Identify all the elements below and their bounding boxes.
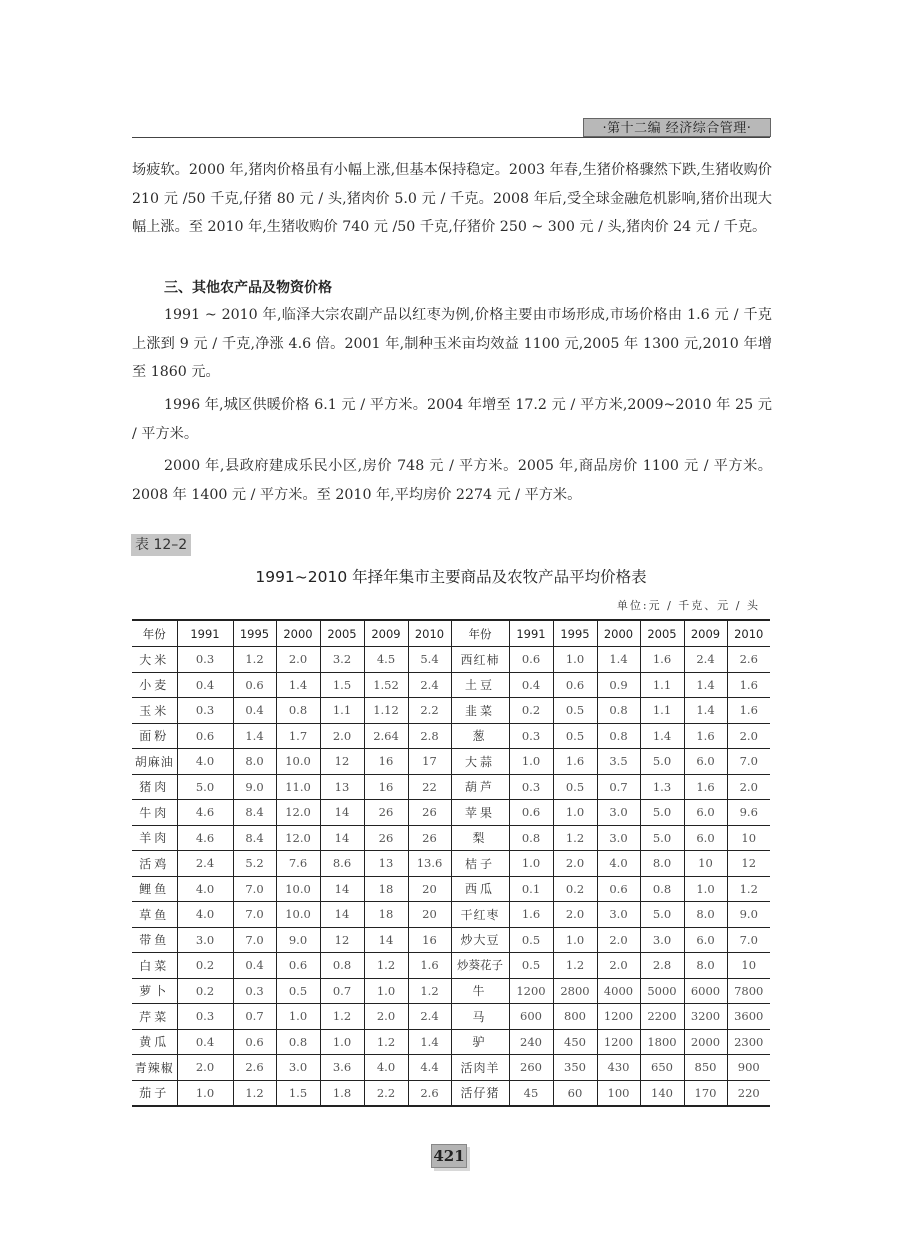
price-cell: 7800: [727, 978, 770, 1004]
price-cell: 3.6: [320, 1055, 364, 1081]
column-header-item: 年份: [132, 620, 177, 647]
price-cell: 6.0: [684, 800, 727, 826]
price-cell: 20: [408, 876, 451, 902]
price-cell: 2.0: [727, 723, 770, 749]
column-header-year: 1995: [233, 620, 276, 647]
price-cell: 6.0: [684, 825, 727, 851]
price-cell: 220: [727, 1080, 770, 1106]
price-cell: 6.0: [684, 749, 727, 775]
price-cell: 5.4: [408, 647, 451, 673]
table-row: [132, 698, 770, 724]
item-name-cell: 大米: [132, 647, 177, 673]
price-cell: 1.2: [364, 953, 408, 979]
column-header-item: 年份: [451, 620, 509, 647]
item-name-cell: 小麦: [132, 672, 177, 698]
price-cell: 2.64: [364, 723, 408, 749]
price-cell: 8.6: [320, 851, 364, 877]
item-name-cell: 大蒜: [451, 749, 509, 775]
column-header-year: 2009: [364, 620, 408, 647]
item-name-cell: 青辣椒: [132, 1055, 177, 1081]
price-cell: 8.0: [684, 902, 727, 928]
price-cell: 1.0: [684, 876, 727, 902]
header-divider: [132, 137, 770, 138]
price-cell: 1.4: [640, 723, 684, 749]
price-cell: 16: [408, 927, 451, 953]
price-cell: 1.2: [320, 1004, 364, 1030]
price-cell: 8.0: [640, 851, 684, 877]
price-cell: 2.0: [553, 902, 597, 928]
price-cell: 1.0: [364, 978, 408, 1004]
price-cell: 1.4: [684, 672, 727, 698]
item-name-cell: 鲤鱼: [132, 876, 177, 902]
price-cell: 0.8: [276, 1029, 320, 1055]
price-cell: 0.6: [509, 647, 553, 673]
table-row: [132, 953, 770, 979]
item-name-cell: 羊肉: [132, 825, 177, 851]
price-cell: 3200: [684, 1004, 727, 1030]
price-cell: 18: [364, 876, 408, 902]
price-cell: 16: [364, 774, 408, 800]
price-cell: 430: [597, 1055, 640, 1081]
price-cell: 0.3: [509, 723, 553, 749]
item-name-cell: 牛肉: [132, 800, 177, 826]
item-name-cell: 活鸡: [132, 851, 177, 877]
item-name-cell: 牛: [451, 978, 509, 1004]
price-cell: 1.8: [320, 1080, 364, 1106]
item-name-cell: 梨: [451, 825, 509, 851]
price-cell: 14: [320, 902, 364, 928]
price-cell: 0.8: [597, 723, 640, 749]
price-cell: 0.3: [177, 698, 233, 724]
price-cell: 0.7: [597, 774, 640, 800]
price-cell: 1.4: [233, 723, 276, 749]
price-cell: 10.0: [276, 749, 320, 775]
price-cell: 5.0: [640, 825, 684, 851]
price-cell: 7.0: [233, 876, 276, 902]
price-cell: 5.0: [640, 902, 684, 928]
price-cell: 0.6: [233, 672, 276, 698]
price-cell: 1.6: [727, 698, 770, 724]
price-cell: 4.6: [177, 825, 233, 851]
price-cell: 350: [553, 1055, 597, 1081]
table-row: [132, 1080, 770, 1106]
price-cell: 2.0: [364, 1004, 408, 1030]
price-cell: 0.5: [509, 953, 553, 979]
price-cell: 5.0: [640, 749, 684, 775]
price-cell: 0.5: [553, 774, 597, 800]
price-cell: 0.6: [509, 800, 553, 826]
price-cell: 8.0: [233, 749, 276, 775]
price-cell: 13.6: [408, 851, 451, 877]
table-row: [132, 800, 770, 826]
table-row: [132, 825, 770, 851]
price-cell: 3.0: [640, 927, 684, 953]
price-cell: 2200: [640, 1004, 684, 1030]
price-cell: 1.0: [553, 800, 597, 826]
price-cell: 20: [408, 902, 451, 928]
table-row: [132, 749, 770, 775]
price-cell: 7.0: [233, 927, 276, 953]
paragraph-housing-prices: 2000 年,县政府建成乐民小区,房价 748 元 / 平方米。2005 年,商品房价 1100 元 / 平方米。2008 年 1400 元 / 平方米。至 2010 年,平均房价 2274 元 / 平方米。: [132, 458, 772, 503]
price-cell: 0.3: [509, 774, 553, 800]
price-cell: 0.4: [177, 1029, 233, 1055]
price-cell: 1.6: [684, 774, 727, 800]
price-cell: 26: [364, 825, 408, 851]
column-header-year: 2009: [684, 620, 727, 647]
price-cell: 4.4: [408, 1055, 451, 1081]
price-cell: 13: [320, 774, 364, 800]
price-cell: 4.0: [177, 749, 233, 775]
price-cell: 5.0: [177, 774, 233, 800]
table-row: [132, 978, 770, 1004]
price-cell: 0.8: [509, 825, 553, 851]
table-row: [132, 1004, 770, 1030]
price-table: [132, 619, 770, 1107]
price-cell: 0.2: [177, 978, 233, 1004]
table-row: [132, 902, 770, 928]
price-cell: 1.6: [727, 672, 770, 698]
price-cell: 26: [408, 800, 451, 826]
price-cell: 1.2: [553, 953, 597, 979]
column-header-year: 1991: [177, 620, 233, 647]
price-cell: 1.5: [320, 672, 364, 698]
price-cell: 4.6: [177, 800, 233, 826]
price-cell: 10: [727, 825, 770, 851]
price-cell: 3600: [727, 1004, 770, 1030]
table-number-tag: 表 12–2: [131, 534, 191, 556]
price-cell: 3.5: [597, 749, 640, 775]
price-cell: 1.2: [553, 825, 597, 851]
price-cell: 4.0: [364, 1055, 408, 1081]
price-cell: 4.0: [177, 876, 233, 902]
price-cell: 1.0: [509, 749, 553, 775]
price-cell: 2.2: [408, 698, 451, 724]
price-cell: 1.0: [509, 851, 553, 877]
price-cell: 2.6: [408, 1080, 451, 1106]
price-cell: 4.5: [364, 647, 408, 673]
price-cell: 1.2: [408, 978, 451, 1004]
table-row: [132, 1029, 770, 1055]
item-name-cell: 炒大豆: [451, 927, 509, 953]
price-cell: 100: [597, 1080, 640, 1106]
column-header-year: 1991: [509, 620, 553, 647]
item-name-cell: 驴: [451, 1029, 509, 1055]
price-cell: 2.2: [364, 1080, 408, 1106]
price-cell: 0.5: [509, 927, 553, 953]
price-cell: 240: [509, 1029, 553, 1055]
table-row: [132, 876, 770, 902]
price-cell: 0.4: [233, 698, 276, 724]
price-cell: 0.5: [276, 978, 320, 1004]
price-cell: 1.6: [684, 723, 727, 749]
paragraph-pork-prices: 场疲软。2000 年,猪肉价格虽有小幅上涨,但基本保持稳定。2003 年春,生猪价格骤然下跌,生猪收购价 210 元 /50 千克,仔猪 80 元 / 头,猪肉价 5.0 元 / 千克。2008 年后,受全球金融危机影响,猪价出现大幅上涨。至 2010 年,生猪收购价 740 元 /50 千克,仔猪价 250 ~ 300 元 / 头,猪肉价 24 元 / 千克。: [132, 162, 772, 236]
price-cell: 9.0: [727, 902, 770, 928]
price-cell: 3.0: [177, 927, 233, 953]
price-cell: 8.4: [233, 825, 276, 851]
price-cell: 2.4: [684, 647, 727, 673]
column-header-year: 2000: [276, 620, 320, 647]
page-number: 421: [431, 1144, 467, 1168]
price-cell: 2.8: [408, 723, 451, 749]
price-cell: 60: [553, 1080, 597, 1106]
price-cell: 0.2: [509, 698, 553, 724]
item-name-cell: 玉米: [132, 698, 177, 724]
price-cell: 1.0: [177, 1080, 233, 1106]
price-cell: 7.6: [276, 851, 320, 877]
price-cell: 650: [640, 1055, 684, 1081]
price-cell: 450: [553, 1029, 597, 1055]
price-cell: 0.3: [233, 978, 276, 1004]
table-row: [132, 647, 770, 673]
price-cell: 1.0: [320, 1029, 364, 1055]
price-cell: 1.2: [727, 876, 770, 902]
price-cell: 1.6: [509, 902, 553, 928]
price-cell: 14: [320, 876, 364, 902]
item-name-cell: 葱: [451, 723, 509, 749]
price-cell: 3.0: [597, 902, 640, 928]
price-cell: 3.0: [597, 800, 640, 826]
section-header-tag: ·第十二编 经济综合管理·: [583, 118, 771, 137]
price-cell: 12.0: [276, 825, 320, 851]
price-cell: 13: [364, 851, 408, 877]
price-cell: 1.1: [640, 672, 684, 698]
price-cell: 850: [684, 1055, 727, 1081]
price-cell: 2.0: [276, 647, 320, 673]
price-cell: 0.5: [553, 698, 597, 724]
price-cell: 0.8: [320, 953, 364, 979]
section-heading: 三、其他农产品及物资价格: [164, 280, 332, 296]
price-cell: 0.6: [597, 876, 640, 902]
price-cell: 2.4: [408, 672, 451, 698]
item-name-cell: 萝卜: [132, 978, 177, 1004]
price-cell: 1.3: [640, 774, 684, 800]
price-cell: 2.0: [320, 723, 364, 749]
price-cell: 7.0: [727, 927, 770, 953]
price-cell: 1.7: [276, 723, 320, 749]
table-title: 1991~2010 年择年集市主要商品及农牧产品平均价格表: [255, 568, 647, 586]
price-cell: 2800: [553, 978, 597, 1004]
price-cell: 2.4: [408, 1004, 451, 1030]
price-cell: 600: [509, 1004, 553, 1030]
table-header-row: [132, 620, 770, 647]
price-cell: 9.0: [233, 774, 276, 800]
price-cell: 2.0: [597, 927, 640, 953]
table-row: [132, 672, 770, 698]
price-cell: 900: [727, 1055, 770, 1081]
column-header-year: 1995: [553, 620, 597, 647]
price-cell: 2.4: [177, 851, 233, 877]
price-cell: 1.6: [553, 749, 597, 775]
table-row: [132, 774, 770, 800]
price-cell: 10: [684, 851, 727, 877]
column-header-year: 2010: [727, 620, 770, 647]
price-cell: 8.0: [684, 953, 727, 979]
price-cell: 1.6: [640, 647, 684, 673]
price-cell: 12: [320, 749, 364, 775]
price-cell: 2.8: [640, 953, 684, 979]
price-cell: 1200: [597, 1029, 640, 1055]
price-cell: 7.0: [233, 902, 276, 928]
item-name-cell: 草鱼: [132, 902, 177, 928]
column-header-year: 2000: [597, 620, 640, 647]
item-name-cell: 胡麻油: [132, 749, 177, 775]
item-name-cell: 猪肉: [132, 774, 177, 800]
price-cell: 0.8: [597, 698, 640, 724]
price-cell: 1800: [640, 1029, 684, 1055]
price-cell: 170: [684, 1080, 727, 1106]
price-cell: 5.2: [233, 851, 276, 877]
price-cell: 1.0: [553, 647, 597, 673]
item-name-cell: 土豆: [451, 672, 509, 698]
price-cell: 2.0: [727, 774, 770, 800]
price-cell: 26: [408, 825, 451, 851]
price-cell: 10.0: [276, 902, 320, 928]
price-cell: 6.0: [684, 927, 727, 953]
price-cell: 0.9: [597, 672, 640, 698]
price-cell: 0.6: [233, 1029, 276, 1055]
paragraph-jujube-prices: 1991 ~ 2010 年,临泽大宗农副产品以红枣为例,价格主要由市场形成,市场价格由 1.6 元 / 千克上涨到 9 元 / 千克,净涨 4.6 倍。2001 年,制种玉米亩均效益 1100 元,2005 年 1300 元,2010 年增至 1860 元。: [132, 307, 772, 381]
price-cell: 1.0: [276, 1004, 320, 1030]
price-cell: 0.5: [553, 723, 597, 749]
price-cell: 0.1: [509, 876, 553, 902]
price-cell: 3.2: [320, 647, 364, 673]
price-cell: 1.52: [364, 672, 408, 698]
item-name-cell: 面粉: [132, 723, 177, 749]
price-cell: 1.4: [408, 1029, 451, 1055]
price-cell: 1200: [597, 1004, 640, 1030]
price-cell: 12: [727, 851, 770, 877]
price-cell: 5000: [640, 978, 684, 1004]
price-cell: 3.0: [597, 825, 640, 851]
price-cell: 0.6: [553, 672, 597, 698]
price-cell: 1.12: [364, 698, 408, 724]
price-cell: 2000: [684, 1029, 727, 1055]
price-cell: 0.3: [177, 1004, 233, 1030]
price-cell: 9.0: [276, 927, 320, 953]
table-unit-label: 单位:元 / 千克、元 / 头: [616, 599, 760, 612]
price-cell: 3.0: [276, 1055, 320, 1081]
price-cell: 1.4: [276, 672, 320, 698]
price-cell: 4.0: [597, 851, 640, 877]
item-name-cell: 芹菜: [132, 1004, 177, 1030]
price-cell: 22: [408, 774, 451, 800]
price-cell: 800: [553, 1004, 597, 1030]
price-cell: 2.0: [553, 851, 597, 877]
price-cell: 1.5: [276, 1080, 320, 1106]
item-name-cell: 活肉羊: [451, 1055, 509, 1081]
price-cell: 2300: [727, 1029, 770, 1055]
column-header-year: 2005: [640, 620, 684, 647]
table-row: [132, 1055, 770, 1081]
price-cell: 140: [640, 1080, 684, 1106]
price-cell: 1.4: [684, 698, 727, 724]
price-cell: 14: [320, 825, 364, 851]
price-cell: 2.0: [177, 1055, 233, 1081]
price-cell: 12: [320, 927, 364, 953]
price-cell: 2.6: [233, 1055, 276, 1081]
price-cell: 1.1: [320, 698, 364, 724]
price-cell: 0.4: [233, 953, 276, 979]
price-cell: 11.0: [276, 774, 320, 800]
price-cell: 1.1: [640, 698, 684, 724]
price-cell: 18: [364, 902, 408, 928]
price-cell: 0.3: [177, 647, 233, 673]
item-name-cell: 白菜: [132, 953, 177, 979]
item-name-cell: 西红柿: [451, 647, 509, 673]
price-cell: 0.8: [640, 876, 684, 902]
price-cell: 0.2: [177, 953, 233, 979]
item-name-cell: 活仔猪: [451, 1080, 509, 1106]
column-header-year: 2010: [408, 620, 451, 647]
column-header-year: 2005: [320, 620, 364, 647]
price-cell: 1.0: [553, 927, 597, 953]
price-cell: 4000: [597, 978, 640, 1004]
table-row: [132, 851, 770, 877]
item-name-cell: 黄瓜: [132, 1029, 177, 1055]
price-cell: 1200: [509, 978, 553, 1004]
price-cell: 16: [364, 749, 408, 775]
price-cell: 0.4: [177, 672, 233, 698]
item-name-cell: 马: [451, 1004, 509, 1030]
table-row: [132, 927, 770, 953]
item-name-cell: 干红枣: [451, 902, 509, 928]
price-cell: 4.0: [177, 902, 233, 928]
price-cell: 14: [320, 800, 364, 826]
price-cell: 1.2: [233, 1080, 276, 1106]
price-cell: 2.6: [727, 647, 770, 673]
price-cell: 0.4: [509, 672, 553, 698]
item-name-cell: 葫芦: [451, 774, 509, 800]
price-cell: 0.7: [320, 978, 364, 1004]
price-cell: 2.0: [597, 953, 640, 979]
price-cell: 0.8: [276, 698, 320, 724]
item-name-cell: 桔子: [451, 851, 509, 877]
table-row: [132, 723, 770, 749]
item-name-cell: 西瓜: [451, 876, 509, 902]
price-cell: 6000: [684, 978, 727, 1004]
price-cell: 1.4: [597, 647, 640, 673]
price-cell: 9.6: [727, 800, 770, 826]
price-cell: 45: [509, 1080, 553, 1106]
item-name-cell: 茄子: [132, 1080, 177, 1106]
price-cell: 0.7: [233, 1004, 276, 1030]
price-cell: 260: [509, 1055, 553, 1081]
price-cell: 14: [364, 927, 408, 953]
price-cell: 17: [408, 749, 451, 775]
paragraph-heating-prices: 1996 年,城区供暖价格 6.1 元 / 平方米。2004 年增至 17.2 元 / 平方米,2009~2010 年 25 元 / 平方米。: [132, 397, 772, 442]
price-cell: 8.4: [233, 800, 276, 826]
price-cell: 1.2: [364, 1029, 408, 1055]
price-cell: 5.0: [640, 800, 684, 826]
price-cell: 0.6: [177, 723, 233, 749]
item-name-cell: 苹果: [451, 800, 509, 826]
price-cell: 10.0: [276, 876, 320, 902]
price-cell: 26: [364, 800, 408, 826]
price-cell: 1.6: [408, 953, 451, 979]
price-cell: 1.2: [233, 647, 276, 673]
price-cell: 10: [727, 953, 770, 979]
item-name-cell: 炒葵花子: [451, 953, 509, 979]
price-cell: 12.0: [276, 800, 320, 826]
item-name-cell: 韭菜: [451, 698, 509, 724]
price-cell: 0.2: [553, 876, 597, 902]
price-cell: 7.0: [727, 749, 770, 775]
item-name-cell: 带鱼: [132, 927, 177, 953]
price-cell: 0.6: [276, 953, 320, 979]
